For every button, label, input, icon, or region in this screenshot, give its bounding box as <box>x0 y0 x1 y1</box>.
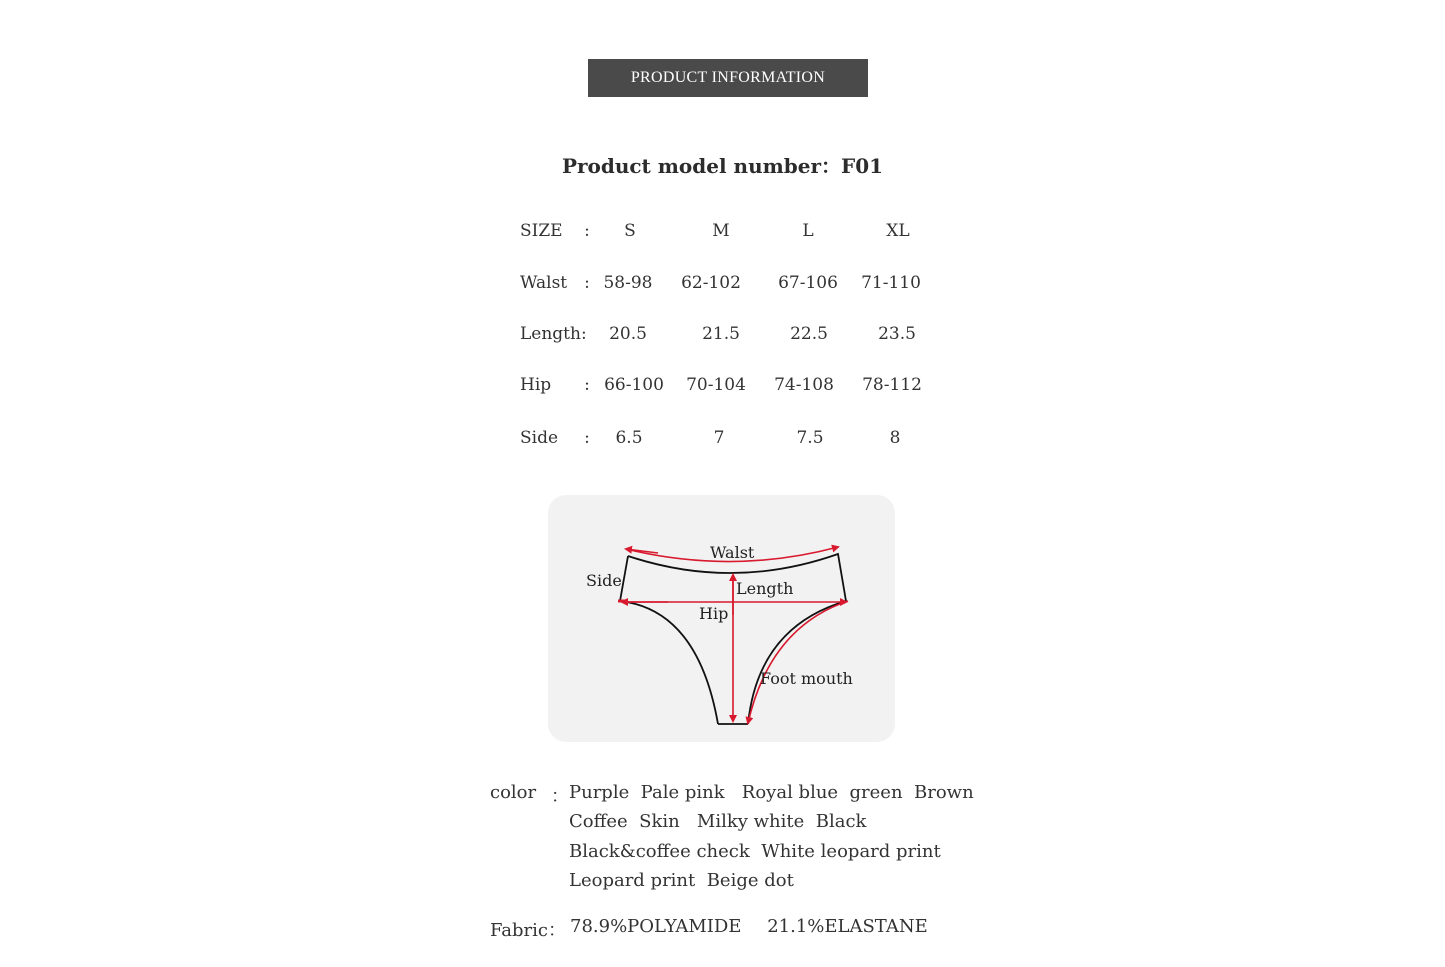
hip-cell: 66-100 <box>604 375 664 395</box>
size-cell: L <box>802 221 814 241</box>
banner-title: PRODUCT INFORMATION <box>630 69 826 86</box>
color-list-line: Black&coffee check White leopard print <box>569 841 941 862</box>
size-cell: M <box>712 221 730 241</box>
diagram-label-walst: Walst <box>710 543 755 562</box>
side-cell: 7.5 <box>796 428 824 448</box>
diagram-label-length: Length <box>736 579 794 598</box>
diagram-label-side: Side <box>586 571 622 590</box>
side-cell: 8 <box>889 428 901 448</box>
color-list-line: Coffee Skin Milky white Black <box>569 811 867 832</box>
color-list-line: Leopard print Beige dot <box>569 870 794 891</box>
hip-row-separator: : <box>584 375 590 395</box>
diagram-label-foot-mouth: Foot mouth <box>760 669 853 688</box>
size-row-separator: : <box>584 221 590 241</box>
hip-cell: 78-112 <box>862 375 922 395</box>
walst-row-label: Walst <box>520 273 568 293</box>
garment-outline-right-leg <box>748 601 846 724</box>
color-list-line: Purple Pale pink Royal blue green Brown <box>569 782 974 803</box>
hip-row-label: Hip <box>520 375 552 395</box>
walst-row-separator: : <box>584 273 590 293</box>
length-cell: 23.5 <box>878 324 916 344</box>
side-cell: 6.5 <box>615 428 643 448</box>
length-row-label: Length: <box>520 324 587 344</box>
walst-cell: 71-110 <box>861 273 921 293</box>
walst-cell: 58-98 <box>603 273 653 293</box>
size-cell: XL <box>886 221 910 241</box>
side-row-label: Side <box>520 428 559 448</box>
product-model-number: Product model number：F01 <box>561 154 884 178</box>
walst-cell: 62-102 <box>681 273 741 293</box>
fabric-composition <box>570 916 942 937</box>
side-cell: 7 <box>713 428 725 448</box>
walst-cell: 67-106 <box>778 273 838 293</box>
fabric-part: 21.1%ELASTANE <box>767 916 928 937</box>
color-separator: ： <box>551 786 569 807</box>
hip-cell: 70-104 <box>686 375 746 395</box>
measurement-diagram <box>548 495 895 742</box>
side-row-separator: : <box>584 428 590 448</box>
color-label: color <box>490 782 537 803</box>
length-cell: 22.5 <box>790 324 828 344</box>
section-banner <box>588 59 868 97</box>
garment-diagram-svg <box>548 495 895 742</box>
diagram-label-hip: Hip <box>699 604 729 623</box>
length-cell: 20.5 <box>609 324 647 344</box>
hip-cell: 74-108 <box>774 375 834 395</box>
size-row-label: SIZE <box>520 221 563 241</box>
length-cell: 21.5 <box>702 324 740 344</box>
size-cell: S <box>624 221 636 241</box>
fabric-part: 78.9%POLYAMIDE <box>570 916 742 937</box>
foot-mouth-measure-line <box>748 601 848 723</box>
fabric-label: Fabric： <box>490 920 566 941</box>
